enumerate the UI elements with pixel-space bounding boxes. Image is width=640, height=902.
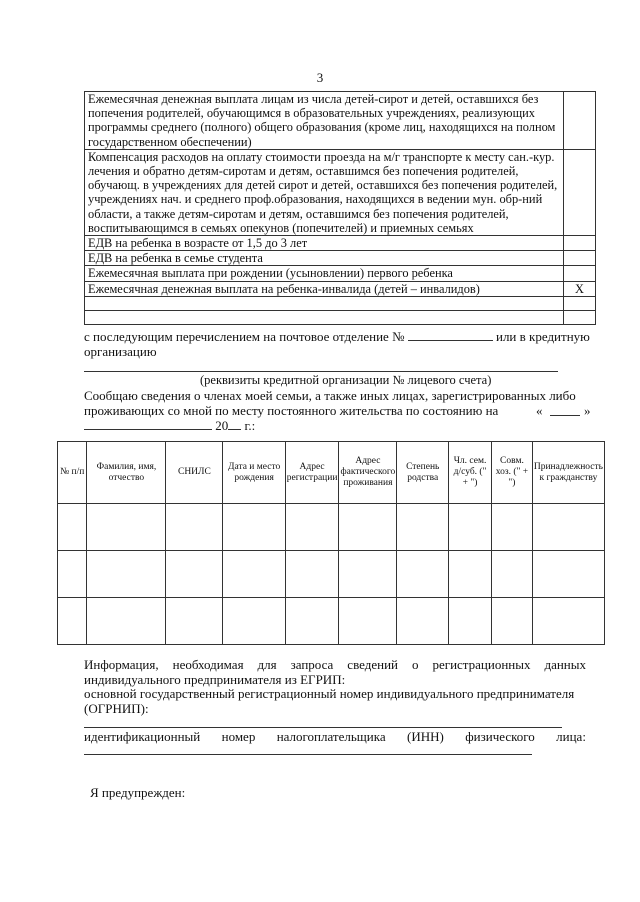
family-cell[interactable] [397,504,449,551]
inn-word: номер [221,729,256,744]
family-cell[interactable] [339,504,397,551]
family-header-cell: Фамилия, имя, отчество [87,442,166,504]
family-cell[interactable] [449,551,492,598]
benefit-row [85,266,596,281]
benefit-row [85,92,596,150]
family-cell[interactable] [58,551,87,598]
family-cell[interactable] [449,598,492,645]
family-cell[interactable] [87,504,166,551]
date-year-field[interactable] [228,418,241,430]
family-cell[interactable] [339,551,397,598]
family-cell[interactable] [87,598,166,645]
page-number: 3 [316,70,324,85]
family-cell[interactable] [166,551,223,598]
family-cell[interactable] [285,551,339,598]
family-cell[interactable] [58,598,87,645]
benefit-row [85,281,596,296]
inn-line [84,729,586,744]
family-cell[interactable] [285,504,339,551]
family-cell[interactable] [166,598,223,645]
benefit-row [85,296,596,310]
egrip-line-1: Информация, необходимая для запроса сведений о регистрационных данных [84,657,586,672]
family-header-cell: Чл. сем. д/суб. (" + ") [449,442,492,504]
family-cell[interactable] [58,504,87,551]
family-header-cell: СНИЛС [166,442,223,504]
transfer-line-1 [84,329,590,344]
benefit-row [85,236,596,251]
family-header-cell: Принадлежность к гражданству [532,442,604,504]
benefit-text [85,296,564,310]
family-cell[interactable] [492,551,533,598]
benefit-checkbox-cell[interactable] [564,251,596,266]
egrip-line-3: основной государственный регистрационный номер индивидуального предпринимателя [84,686,575,701]
family-row [58,504,605,551]
family-header-cell: № п/п [58,442,87,504]
family-members-table [57,441,605,645]
family-cell[interactable] [449,504,492,551]
family-cell[interactable] [285,598,339,645]
transfer-text-b: или в кредитную [495,329,590,344]
family-cell[interactable] [166,504,223,551]
date-quote-close: » [584,403,591,418]
family-cell[interactable] [492,598,533,645]
benefit-row [85,251,596,266]
family-row [58,598,605,645]
family-cell[interactable] [532,504,604,551]
year-suffix: г.: [244,418,256,433]
family-cell[interactable] [339,598,397,645]
family-header-cell: Совм. хоз. (" + ") [492,442,533,504]
benefit-text: ЕДВ на ребенка в семье студента [85,251,564,266]
benefit-checkbox-cell[interactable] [564,149,596,235]
requisites-field[interactable] [84,371,558,372]
family-cell[interactable] [87,551,166,598]
inn-word: лица: [556,729,586,744]
benefit-text: Ежемесячная денежная выплата на ребенка-инвалида (детей – инвалидов) [85,281,564,296]
family-cell[interactable] [532,598,604,645]
family-intro-line-3 [84,418,255,433]
family-cell[interactable] [223,551,285,598]
benefit-checkbox-cell[interactable] [564,296,596,310]
date-day-field[interactable] [550,415,580,416]
benefit-checkbox-cell[interactable] [564,266,596,281]
requisites-caption: (реквизиты кредитной организации № лицевого счета) [200,373,492,387]
benefit-row [85,149,596,235]
benefit-text: ЕДВ на ребенка в возрасте от 1,5 до 3 лет [85,236,564,251]
transfer-text-a: с последующим перечислением на почтовое отделение № [84,329,405,344]
family-header-cell: Адрес фактического проживания [339,442,397,504]
benefit-text: Ежемесячная выплата при рождении (усыновлении) первого ребенка [85,266,564,281]
family-intro-line-2 [84,403,589,418]
benefit-checkbox-cell[interactable] [564,236,596,251]
family-intro-line-1: Сообщаю сведения о членах моей семьи, а также иных лицах, зарегистрированных либо [84,388,576,403]
benefit-text [85,310,564,324]
family-cell[interactable] [397,551,449,598]
family-intro-text: проживающих со мной по месту постоянного жительства по состоянию на [84,403,499,418]
ogrnip-field[interactable] [84,727,562,728]
inn-field[interactable] [84,754,532,755]
family-cell[interactable] [492,504,533,551]
egrip-line-2: индивидуального предпринимателя из ЕГРИП: [84,672,346,687]
benefits-table [84,91,596,325]
benefit-text: Ежемесячная денежная выплата лицам из числа детей-сирот и детей, оставшихся без попечения родителей, обучающимся в образовательных учреждениях, реализующих программы среднего (полного) общего образования (кроме лиц, находящихся на полном государственном обеспечении) [85,92,564,150]
family-header-cell: Адрес регистрации [285,442,339,504]
warned-label: Я предупрежден: [90,785,186,800]
inn-word: (ИНН) [407,729,444,744]
transfer-line-2: организацию [84,344,157,359]
benefit-row [85,310,596,324]
benefit-checkbox-cell[interactable]: Х [564,281,596,296]
inn-word: физического [465,729,535,744]
family-cell[interactable] [223,504,285,551]
family-cell[interactable] [223,598,285,645]
family-row [58,551,605,598]
benefit-checkbox-cell[interactable] [564,310,596,324]
benefit-text: Компенсация расходов на оплату стоимости проезда на м/г транспорте к месту сан.-кур. лечения и обратно детям-сиротам и детям, оставшимся без попечения родителей, обучающ. в учреждениях для детей сирот и детей, оставшихся без попечения родителей, учреждениях нач. и среднего проф.образования, находящихся в ведении мун. обр-ний области, а также детям-сиротам и детям, оставшимся без попечения родителей, воспитывающимся в семьях опекунов (попечителей) и приемных семьях [85,149,564,235]
post-office-number-field[interactable] [408,329,493,341]
inn-word: налогоплательщика [276,729,386,744]
inn-word: идентификационный [84,729,201,744]
date-quote-open: « [536,403,543,418]
family-cell[interactable] [532,551,604,598]
family-header-cell: Дата и место рождения [223,442,285,504]
benefit-checkbox-cell[interactable] [564,92,596,150]
year-prefix: 20 [215,418,229,433]
egrip-line-4: (ОГРНИП): [84,701,149,716]
date-month-field[interactable] [84,418,212,430]
family-cell[interactable] [397,598,449,645]
family-header-cell: Степень родства [397,442,449,504]
